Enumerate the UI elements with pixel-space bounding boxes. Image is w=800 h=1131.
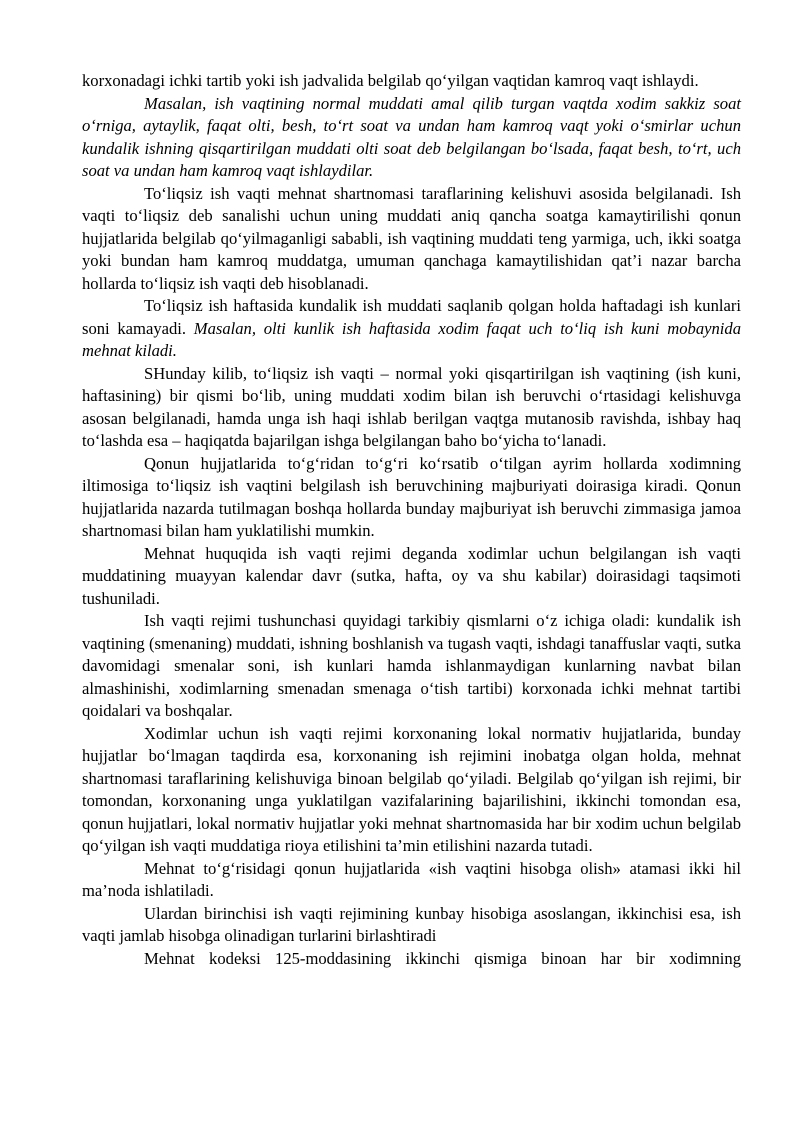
paragraph-text: Mehnat kodeksi 125-moddasining ikkinchi qismiga binoan har bir xodimning <box>144 948 741 968</box>
paragraph-5 <box>82 363 741 453</box>
paragraph-9 <box>82 723 741 858</box>
paragraph-6 <box>82 453 741 543</box>
paragraph-text: Ulardan birinchisi ish vaqti rejimining kunbay hisobiga asoslangan, ikkinchisi esa, ish vaqti jamlab hisobga olinadigan turlarini birlashtiradi <box>82 903 741 945</box>
paragraph-10 <box>82 858 741 903</box>
paragraph-1 <box>82 70 741 93</box>
paragraph-7 <box>82 543 741 611</box>
paragraph-text: To‘liqsiz ish vaqti mehnat shartnomasi taraflarining kelishuvi asosida belgilanadi. Ish vaqti to‘liqsiz deb sanalishi uchun uning muddati aniq qancha soatga kamaytirilishi qonun hujjatlarida belgilab qo‘yilmaganligi sababli, ish vaqtining muddati teng yarmiga, uch, ikki soatga yoki bundan ham kamroq muddatga, umuman qanchaga kamaytilishidan qat’i nazar barcha hollarda to‘liqsiz ish vaqti deb hisoblanadi. <box>82 183 741 293</box>
paragraph-11 <box>82 903 741 948</box>
paragraph-4 <box>82 295 741 363</box>
paragraph-text: Ish vaqti rejimi tushunchasi quyidagi tarkibiy qismlarni o‘z ichiga oladi: kundalik ish vaqtining (smenaning) muddati, ishning boshlanish va tugash vaqti, ishdagi tanaffuslar vaqti, sutka davomidagi smenalar soni, ish kunlari hamda ishlanmaydigan kunlarning navbat bilan almashinishi, xodimlarning smenadan smenaga o‘tish tartibi) korxonada ichki mehnat tartibi qoidalari va boshqalar. <box>82 611 741 720</box>
paragraph-text: Mehnat huquqida ish vaqti rejimi deganda xodimlar uchun belgilangan ish vaqti muddatining muayyan kalendar davr (sutka, hafta, oy va shu kabilar) doirasidagi taqsimoti tushuniladi. <box>82 543 741 608</box>
paragraph-2 <box>82 93 741 183</box>
paragraph-text-italic: Masalan, ish vaqtining normal muddati amal qilib turgan vaqtda xodim sakkiz soat o‘rniga, aytaylik, faqat olti, besh, to‘rt soat va undan ham kamroq vaqt yoki o‘smirlar uchun kundalik ishning qisqartirilgan muddati olti soat deb belgilangan bo‘lsada, faqat besh, to‘rt, uch soat va undan ham kamroq vaqt ishlaydilar. <box>82 93 741 180</box>
paragraph-12 <box>82 948 741 971</box>
paragraph-text: Qonun hujjatlarida to‘g‘ridan to‘g‘ri ko‘rsatib o‘tilgan ayrim hollarda xodimning iltimosiga to‘liqsiz ish vaqtini belgilash ish beruvchining majburiyati doirasiga kiradi. Qonun hujjatlarida nazarda tutilmagan boshqa hollarda bunday majburiyat ish beruvchi zimmasiga jamoa shartnomasi bilan ham yuklatilishi mumkin. <box>82 453 741 540</box>
paragraph-8 <box>82 610 741 723</box>
paragraph-text: SHunday kilib, to‘liqsiz ish vaqti – normal yoki qisqartirilgan ish vaqtining (ish kuni, haftasining) bir qismi bo‘lib, uning muddati xodim bilan ish beruvchi o‘rtasidagi kelishuvga asosan belgilanadi, hamda unga ish haqi ishlab berilgan vaqtga mutanosib ravishda, ishbay haq to‘lashda esa – haqiqatda bajarilgan ishga belgilangan baho bo‘yicha to‘lanadi. <box>82 363 741 450</box>
paragraph-text: Xodimlar uchun ish vaqti rejimi korxonaning lokal normativ hujjatlarida, bunday hujjatlar bo‘lmagan taqdirda esa, korxonaning ish rejimini inobatga olgan holda, mehnat shartnomasi taraflarining kelishuviga binoan belgilab qo‘yiladi. Belgilab qo‘yilgan ish rejimi, bir tomondan, korxonaning unga yuklatilgan vazifalarining bajarilishini, ikkinchi tomondan esa, qonun hujjatlari, lokal normativ hujjatlar yoki mehnat shartnomasida har bir xodim uchun belgilab qo‘yilgan ish vaqti muddatiga rioya etilishini ta’min etilishini nazarda tutadi. <box>82 723 741 855</box>
paragraph-text: To‘liqsiz ish haftasida kundalik ish muddati saqlanib qolgan holda haftadagi ish kunlari soni kamayadi. <box>82 296 741 338</box>
paragraph-text: korxonadagi ichki tartib yoki ish jadvalida belgilab qo‘yilgan vaqtidan kamroq vaqt ishlaydi. <box>82 71 699 90</box>
paragraph-text-italic: Masalan, olti kunlik ish haftasida xodim faqat uch to‘liq ish kuni mobaynida mehnat kiladi. <box>82 318 741 360</box>
paragraph-3 <box>82 183 741 296</box>
paragraph-text: Mehnat to‘g‘risidagi qonun hujjatlarida «ish vaqtini hisobga olish» atamasi ikki hil ma’noda ishlatiladi. <box>82 858 741 900</box>
